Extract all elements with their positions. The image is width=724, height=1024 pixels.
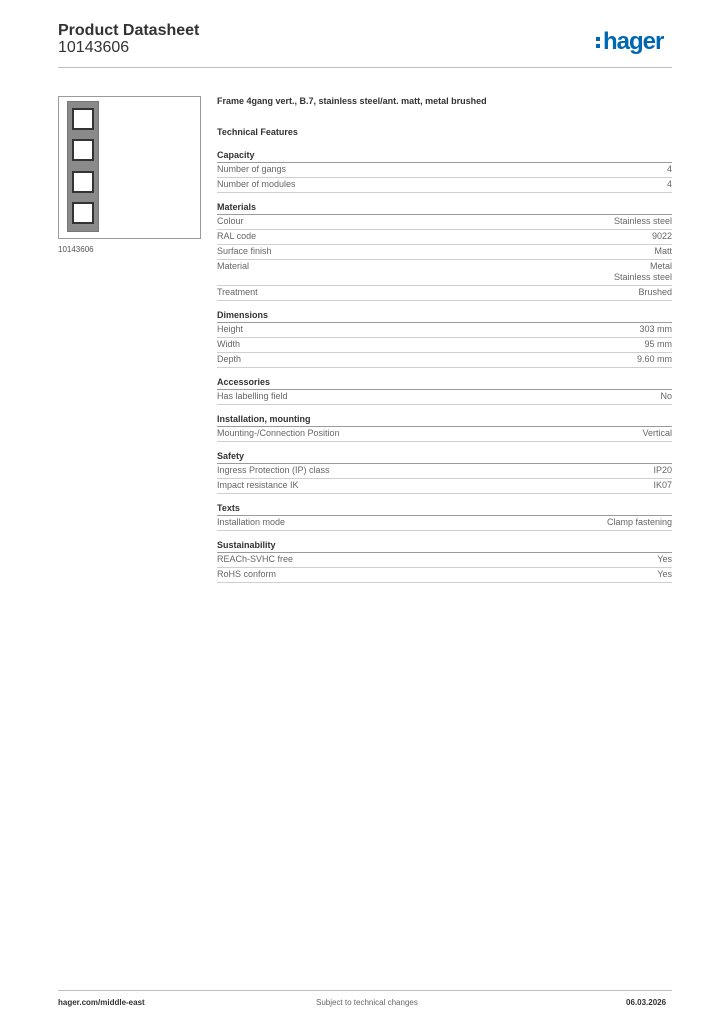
technical-data xyxy=(217,95,672,583)
feature-value: Brushed xyxy=(638,287,672,297)
feature-row xyxy=(217,553,672,568)
feature-label: Mounting-/Connection Position xyxy=(217,428,340,438)
feature-section xyxy=(217,539,672,583)
feature-row xyxy=(217,323,672,338)
feature-label: Has labelling field xyxy=(217,391,288,401)
frame-4gang-icon xyxy=(67,101,99,232)
feature-label: Installation mode xyxy=(217,517,286,527)
feature-row xyxy=(217,215,672,230)
feature-row xyxy=(217,464,672,479)
feature-label: Width xyxy=(217,339,241,349)
feature-label: Height xyxy=(217,324,244,334)
feature-row xyxy=(217,568,672,583)
logo-text: hager xyxy=(603,28,664,55)
feature-row xyxy=(217,390,672,405)
feature-row xyxy=(217,516,672,531)
technical-features-heading: Technical Features xyxy=(217,127,298,137)
gang-slot-icon xyxy=(72,108,94,130)
feature-value: Vertical xyxy=(642,428,672,438)
product-image xyxy=(58,96,201,239)
feature-label: Treatment xyxy=(217,287,258,297)
feature-value: Stainless steel xyxy=(613,216,672,226)
feature-label: Surface finish xyxy=(217,246,272,256)
section-title: Safety xyxy=(217,450,672,464)
feature-label: RoHS conform xyxy=(217,569,277,579)
feature-section xyxy=(217,149,672,193)
feature-row xyxy=(217,286,672,301)
hager-logo xyxy=(596,30,663,54)
feature-value: 4 xyxy=(666,179,672,189)
footer-date: 06.03.2026 xyxy=(626,998,667,1007)
feature-value: Yes xyxy=(657,569,672,579)
product-number: 10143606 xyxy=(58,39,130,56)
feature-row xyxy=(217,163,672,178)
page-title: Product Datasheet xyxy=(58,22,200,39)
feature-label: RAL code xyxy=(217,231,257,241)
feature-row xyxy=(217,338,672,353)
feature-value: IK07 xyxy=(653,480,672,490)
section-title: Materials xyxy=(217,201,672,215)
feature-row xyxy=(217,353,672,368)
header-divider xyxy=(58,67,672,68)
section-title: Accessories xyxy=(217,376,672,390)
feature-value: IP20 xyxy=(653,465,672,475)
footer-divider xyxy=(58,990,672,991)
feature-label: Ingress Protection (IP) class xyxy=(217,465,330,475)
feature-section xyxy=(217,413,672,442)
feature-value: 95 mm xyxy=(644,339,672,349)
section-title: Capacity xyxy=(217,149,672,163)
feature-section xyxy=(217,309,672,368)
feature-label: Number of modules xyxy=(217,179,296,189)
feature-label: REACh-SVHC free xyxy=(217,554,294,564)
feature-section xyxy=(217,201,672,301)
feature-value: 4 xyxy=(666,164,672,174)
feature-row xyxy=(217,178,672,193)
logo-dots-icon xyxy=(596,35,601,51)
product-image-code: 10143606 xyxy=(58,245,94,254)
footer-notice: Subject to technical changes xyxy=(316,998,418,1007)
product-description: Frame 4gang vert., B.7, stainless steel/ant. matt, metal brushed xyxy=(217,96,487,106)
feature-value: No xyxy=(660,391,672,401)
feature-value: 9022 xyxy=(651,231,672,241)
feature-row xyxy=(217,245,672,260)
feature-sections xyxy=(217,149,672,583)
feature-value: 303 mm xyxy=(639,324,672,334)
feature-section xyxy=(217,502,672,531)
feature-label: Number of gangs xyxy=(217,164,287,174)
gang-slot-icon xyxy=(72,202,94,224)
feature-section xyxy=(217,376,672,405)
feature-label: Depth xyxy=(217,354,242,364)
feature-row xyxy=(217,230,672,245)
feature-value: Metal Stainless steel xyxy=(613,261,672,282)
footer-website: hager.com/middle-east xyxy=(58,998,145,1007)
section-title: Dimensions xyxy=(217,309,672,323)
gang-slot-icon xyxy=(72,139,94,161)
section-title: Sustainability xyxy=(217,539,672,553)
section-title: Installation, mounting xyxy=(217,413,672,427)
feature-row xyxy=(217,479,672,494)
feature-label: Material xyxy=(217,261,250,271)
gang-slot-icon xyxy=(72,171,94,193)
feature-row xyxy=(217,427,672,442)
feature-value: Matt xyxy=(654,246,672,256)
feature-value: Yes xyxy=(657,554,672,564)
feature-row xyxy=(217,260,672,286)
feature-section xyxy=(217,450,672,494)
feature-label: Impact resistance IK xyxy=(217,480,299,490)
feature-value: 9.60 mm xyxy=(636,354,672,364)
section-title: Texts xyxy=(217,502,672,516)
feature-label: Colour xyxy=(217,216,244,226)
feature-value: Clamp fastening xyxy=(606,517,672,527)
